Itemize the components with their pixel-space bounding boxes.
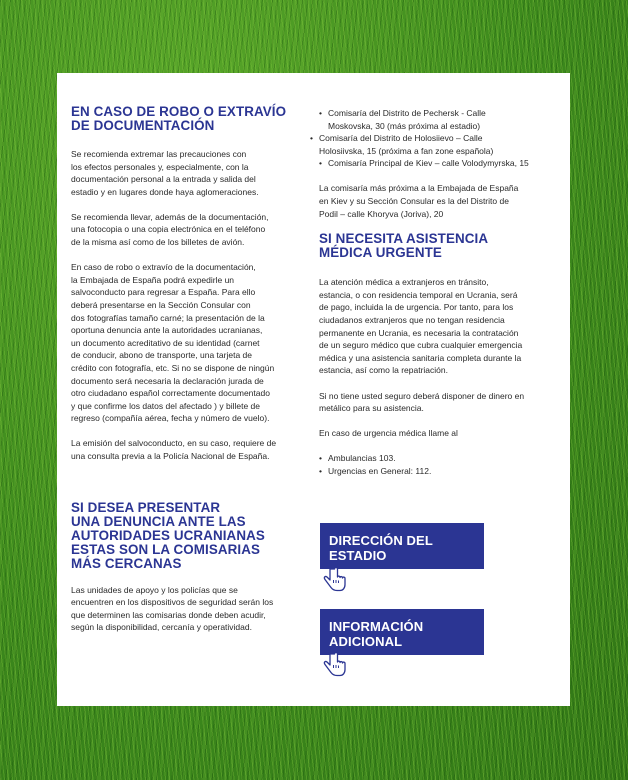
pointer-hand-icon xyxy=(322,566,348,594)
stadium-address-label: DIRECCIÓN DEL ESTADIO xyxy=(329,533,433,563)
denuncia-paragraph: Las unidades de apoyo y los policías que se encuentren en los dispositivos de seguridad serán los que determinen las comisarias donde deben acudir, según la disponibilidad, cercanía y operatividad. xyxy=(71,584,274,633)
medica-paragraph-3: En caso de urgencia médica llame al xyxy=(319,428,458,439)
medica-heading: SI NECESITA ASISTENCIA MÉDICA URGENTE xyxy=(319,231,489,261)
robo-paragraph-2: Se recomienda llevar, además de la documentación, una fotocopia o una copia electrónica en el teléfono de la misma así como de los billetes de avión. xyxy=(71,211,269,248)
comisarias-note: La comisaría más próxima a la Embajada de España en Kiev y su Sección Consular es la del Distrito de Podil – calle Khoryva (Joriva), 20 xyxy=(319,183,519,219)
robo-paragraph-1: Se recomienda extremar las precauciones con los efectos personales y, especialmente, con la documentación personal a la entrada y salida del estadio y en lugares donde haya aglomeraciones. xyxy=(71,149,259,197)
list-item: • Ambulancias 103. xyxy=(319,452,531,465)
denuncia-heading: SI DESEA PRESENTAR UNA DENUNCIA ANTE LAS AUTORIDADES UCRANIANAS ESTAS SON LA COMISARIAS MÁS CERCANAS xyxy=(71,499,265,571)
list-item: • Comisaría del Distrito de Pechersk - Calle Moskovska, 30 (más próxima al estadio) xyxy=(319,107,531,132)
list-item: • Comisaría del Distrito de Holosiievo – Calle Holosiivska, 15 (próxima a fan zone española) xyxy=(310,132,531,157)
list-item: • Urgencias en General: 112. xyxy=(319,465,531,478)
additional-info-label: INFORMACIÓN ADICIONAL xyxy=(329,619,424,649)
robo-heading: EN CASO DE ROBO O EXTRAVÍO DE DOCUMENTACIÓN xyxy=(71,104,287,133)
left-column xyxy=(71,105,297,634)
additional-info-button[interactable] xyxy=(320,609,484,655)
medica-paragraph-2: Si no tiene usted seguro deberá disponer de dinero en metálico para su asistencia. xyxy=(319,390,525,414)
robo-paragraph-3: En caso de robo o extravío de la documentación, la Embajada de España podrá expedirle un salvoconducto para regresar a España. Para ello deberá presentarse en la Sección Consular con dos fotografías tamaño carné; la presentación de la oportuna denuncia ante la autoridades ucranianas, un documento acreditativo de su identidad (carnet de conducir, abono de transporte, una tarjeta de crédito con fotografía, etc. Si no se dispone de ningún documento será necesaria la declaración jurada de otro ciudadano español correctamente documentado y que confirme los datos del afectado ) y billete de regreso (compañía aérea, fecha y número de vuelo). xyxy=(71,262,275,424)
comisarias-list xyxy=(319,107,531,170)
list-item: • Comisaría Principal de Kiev – calle Volodymyrska, 15 xyxy=(319,157,531,170)
pointer-hand-icon xyxy=(322,651,348,679)
phone-list xyxy=(319,452,531,477)
robo-paragraph-4: La emisión del salvoconducto, en su caso, requiere de una consulta previa a la Policía Nacional de España. xyxy=(71,438,277,461)
right-column xyxy=(319,107,531,477)
stadium-address-button[interactable] xyxy=(320,523,484,569)
medica-paragraph-1: La atención médica a extranjeros en tránsito, estancia, o con residencia temporal en Ucrania, será de pago, incluida la de urgencia. Por tanto, para los ciudadanos extranjeros que no tengan residencia permanente en Ucrania, es necesaria la contratación de un seguro médico que cubra cualquier emergencia médica y una asistencia sanitaria completa durante la estancia, así como la repatriación. xyxy=(319,277,523,376)
content-panel xyxy=(57,73,570,706)
